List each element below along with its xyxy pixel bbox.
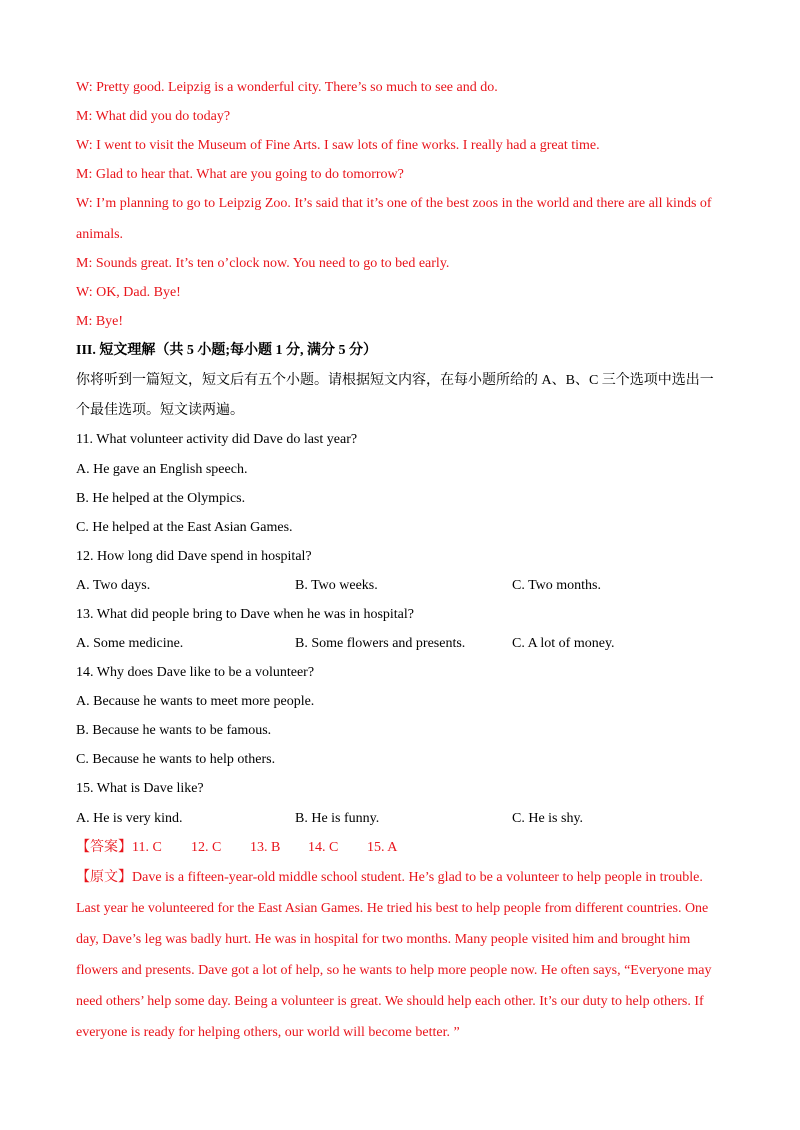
option-14-c: C. Because he wants to help others.	[76, 752, 276, 767]
answer-label: 【答案】	[76, 840, 132, 855]
section-heading: III. 短文理解（共 5 小题;每小题 1 分, 满分 5 分）	[76, 343, 378, 358]
question-14: 14. Why does Dave like to be a volunteer?	[76, 665, 315, 680]
dialogue-line: W: I went to visit the Museum of Fine Arts. I saw lots of fine works. I really had a great time.	[76, 138, 600, 153]
question-13: 13. What did people bring to Dave when he was in hospital?	[76, 607, 414, 622]
option-14-a: A. Because he wants to meet more people.	[76, 694, 315, 709]
dialogue-line: W: I’m planning to go to Leipzig Zoo. It’s said that it’s one of the best zoos in the world and there are all kinds of	[76, 196, 712, 211]
original-text-line: flowers and presents. Dave got a lot of help, so he wants to help more people now. He often says, “Everyone may	[76, 963, 712, 978]
answer-item: 12. C	[191, 840, 222, 855]
dialogue-line: M: Bye!	[76, 314, 124, 329]
original-text-line: need others’ help some day. Being a volunteer is great. We should help each other. It’s our duty to help others. If	[76, 994, 704, 1009]
question-12: 12. How long did Dave spend in hospital?	[76, 549, 312, 564]
option-13-c: C. A lot of money.	[512, 636, 615, 651]
question-11: 11. What volunteer activity did Dave do last year?	[76, 432, 358, 447]
dialogue-line: M: Glad to hear that. What are you going to do tomorrow?	[76, 167, 404, 182]
option-15-a: A. He is very kind.	[76, 811, 183, 826]
dialogue-line: M: Sounds great. It’s ten o’clock now. You need to go to bed early.	[76, 256, 450, 271]
option-11-b: B. He helped at the Olympics.	[76, 491, 246, 506]
option-15-c: C. He is shy.	[512, 811, 584, 826]
dialogue-line: W: Pretty good. Leipzig is a wonderful city. There’s so much to see and do.	[76, 80, 498, 95]
option-12-a: A. Two days.	[76, 578, 151, 593]
original-text-line: everyone is ready for helping others, our world will become better. ”	[76, 1025, 460, 1040]
answer-item: 13. B	[250, 840, 281, 855]
option-11-c: C. He helped at the East Asian Games.	[76, 520, 293, 535]
option-11-a: A. He gave an English speech.	[76, 462, 248, 477]
dialogue-line: animals.	[76, 227, 124, 242]
answer-item: 14. C	[308, 840, 339, 855]
original-text-line: day, Dave’s leg was badly hurt. He was in hospital for two months. Many people visited him and brought him	[76, 932, 691, 947]
option-13-a: A. Some medicine.	[76, 636, 184, 651]
dialogue-line: W: OK, Dad. Bye!	[76, 285, 181, 300]
original-text-line: Dave is a fifteen-year-old middle school student. He’s glad to be a volunteer to help people in trouble.	[132, 870, 703, 885]
answer-item: 11. C	[132, 840, 162, 855]
option-13-b: B. Some flowers and presents.	[295, 636, 466, 651]
option-14-b: B. Because he wants to be famous.	[76, 723, 272, 738]
original-text-line: Last year he volunteered for the East Asian Games. He tried his best to help people from different countries. One	[76, 901, 709, 916]
section-instructions: 你将听到一篇短文，短文后有五个小题。请根据短文内容，在每小题所给的 A、B、C 三个选项中选出一	[76, 373, 714, 388]
answer-item: 15. A	[367, 840, 398, 855]
original-label: 【原文】	[76, 870, 132, 885]
option-12-c: C. Two months.	[512, 578, 601, 593]
option-15-b: B. He is funny.	[295, 811, 380, 826]
question-15: 15. What is Dave like?	[76, 781, 204, 796]
section-instructions: 个最佳选项。短文读两遍。	[76, 403, 244, 418]
dialogue-line: M: What did you do today?	[76, 109, 231, 124]
option-12-b: B. Two weeks.	[295, 578, 378, 593]
